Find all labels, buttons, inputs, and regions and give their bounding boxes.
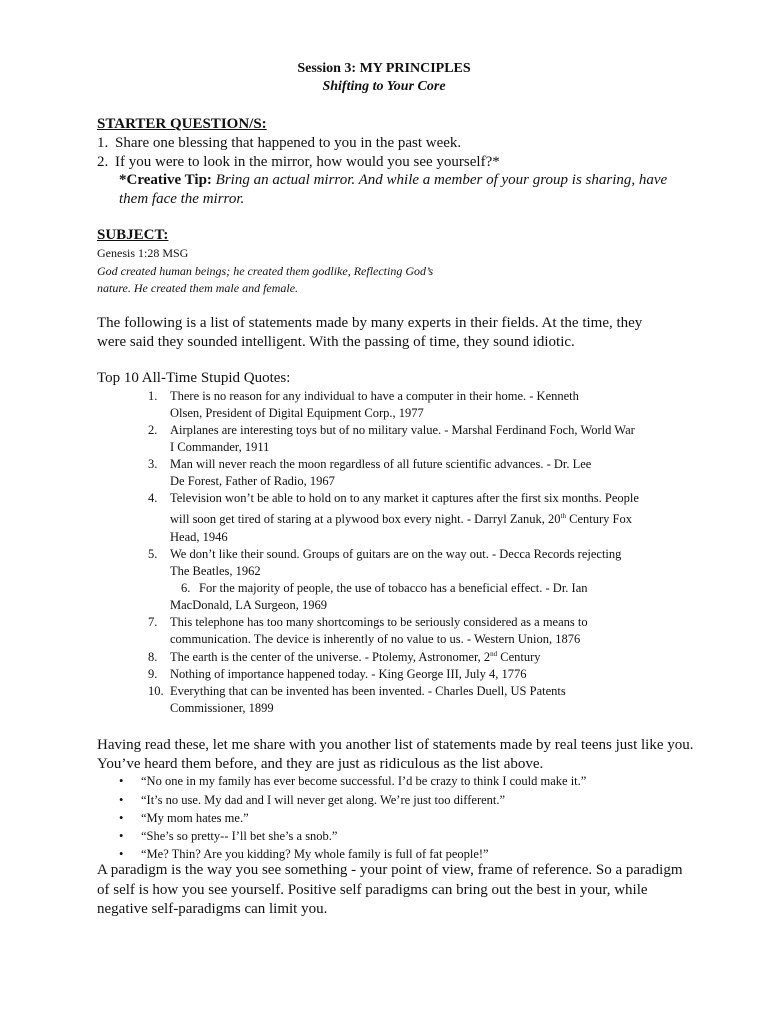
list-number: 6. (181, 581, 191, 595)
page-title: Session 3: MY PRINCIPLES (297, 61, 471, 76)
list-number: 2. (97, 154, 109, 170)
starter-question-2 (97, 154, 500, 171)
teens-paragraph-line: Having read these, let me share with you another list of statements made by real teens just like you. (97, 737, 694, 753)
quote-line: De Forest, Father of Radio, 1967 (170, 474, 335, 488)
list-number: 8. (148, 650, 158, 664)
list-item-text: “She’s so pretty-- I’ll bet she’s a snob.” (141, 829, 338, 843)
list-item (119, 774, 586, 789)
starter-heading: STARTER QUESTION/S: (97, 116, 267, 132)
list-number: 9. (148, 667, 158, 681)
list-number: 10. (148, 684, 164, 698)
quote-text: will soon get tired of staring at a plywood box every night. - Darryl Zanuk, 20 (170, 512, 561, 526)
quote-line: Everything that can be invented has been invented. - Charles Duell, US Patents (170, 684, 566, 698)
quote-line: The Beatles, 1962 (170, 564, 261, 578)
subject-heading: SUBJECT: (97, 227, 169, 243)
intro-paragraph-line: were said they sounded intelligent. With the passing of time, they sound idiotic. (97, 334, 575, 350)
quote-line (170, 512, 632, 527)
quote-line: There is no reason for any individual to have a computer in their home. - Kenneth (170, 389, 579, 403)
list-item-text: “No one in my family has ever become successful. I’d be crazy to think I could make it.” (141, 774, 587, 788)
starter-question-1 (97, 135, 461, 152)
scripture-reference: Genesis 1:28 MSG (97, 246, 189, 260)
list-number: 1. (97, 135, 109, 151)
page-subtitle: Shifting to Your Core (322, 79, 446, 94)
scripture-verse-line: God created human beings; he created them godlike, Reflecting God’s (97, 264, 434, 278)
list-number: 2. (148, 423, 158, 437)
starter-question-text: Share one blessing that happened to you in the past week. (115, 135, 462, 151)
list-number: 4. (148, 491, 158, 505)
creative-tip-continued: them face the mirror. (119, 191, 245, 207)
list-number: 7. (148, 615, 158, 629)
list-item (119, 829, 337, 844)
paradigm-paragraph-line: of self is how you see yourself. Positive self paradigms can bring out the best in your, while (97, 882, 648, 898)
creative-tip (119, 172, 667, 189)
list-item-text: “My mom hates me.” (141, 811, 249, 825)
creative-tip-text: Bring an actual mirror. And while a member of your group is sharing, have (211, 172, 668, 188)
quotes-heading: Top 10 All-Time Stupid Quotes: (97, 370, 291, 386)
bullet-icon: • (119, 847, 124, 861)
list-item (119, 793, 505, 808)
quote-line: Head, 1946 (170, 530, 228, 544)
bullet-icon: • (119, 774, 124, 788)
quote-line: Olsen, President of Digital Equipment Corp., 1977 (170, 406, 424, 420)
quote-text: The earth is the center of the universe. - Ptolemy, Astronomer, 2 (170, 650, 491, 664)
list-item-text: “Me? Thin? Are you kidding? My whole family is full of fat people!” (141, 847, 489, 861)
bullet-icon: • (119, 793, 124, 807)
list-item (119, 811, 249, 826)
quote-line: We don’t like their sound. Groups of guitars are on the way out. - Decca Records rejecting (170, 547, 622, 561)
quote-line: Commissioner, 1899 (170, 701, 274, 715)
quote-line: Man will never reach the moon regardless of all future scientific advances. - Dr. Lee (170, 457, 592, 471)
quote-line: communication. The device is inherently of no value to us. - Western Union, 1876 (170, 632, 581, 646)
ordinal-suffix: th (560, 511, 566, 520)
list-number: 3. (148, 457, 158, 471)
quote-text: Century (497, 650, 541, 664)
quote-line: Airplanes are interesting toys but of no military value. - Marshal Ferdinand Foch, World War (170, 423, 635, 437)
quote-line: Nothing of importance happened today. - King George III, July 4, 1776 (170, 667, 527, 681)
teens-paragraph-line: You’ve heard them before, and they are just as ridiculous as the list above. (97, 756, 544, 772)
quote-line (170, 650, 541, 665)
quote-text: Century Fox (566, 512, 632, 526)
bullet-icon: • (119, 829, 124, 843)
intro-paragraph-line: The following is a list of statements made by many experts in their fields. At the time, they (97, 315, 643, 331)
paradigm-paragraph-line: negative self-paradigms can limit you. (97, 901, 328, 917)
starter-question-text: If you were to look in the mirror, how would you see yourself?* (115, 154, 500, 170)
quote-line: Television won’t be able to hold on to any market it captures after the first six months. People (170, 491, 639, 505)
list-number: 5. (148, 547, 158, 561)
creative-tip-label: *Creative Tip: (119, 172, 212, 188)
ordinal-suffix: nd (490, 649, 498, 658)
bullet-icon: • (119, 811, 124, 825)
paradigm-paragraph-line: A paradigm is the way you see something - your point of view, frame of reference. So a paradigm (97, 862, 683, 878)
quote-line: This telephone has too many shortcomings to be seriously considered as a means to (170, 615, 588, 629)
list-item (119, 847, 489, 862)
quote-line: For the majority of people, the use of tobacco has a beneficial effect. - Dr. Ian (199, 581, 588, 595)
list-item-text: “It’s no use. My dad and I will never get along. We’re just too different.” (141, 793, 506, 807)
quote-line: MacDonald, LA Surgeon, 1969 (170, 598, 328, 612)
quote-line: I Commander, 1911 (170, 440, 270, 454)
scripture-verse-line: nature. He created them male and female. (97, 281, 299, 295)
list-number: 1. (148, 389, 158, 403)
